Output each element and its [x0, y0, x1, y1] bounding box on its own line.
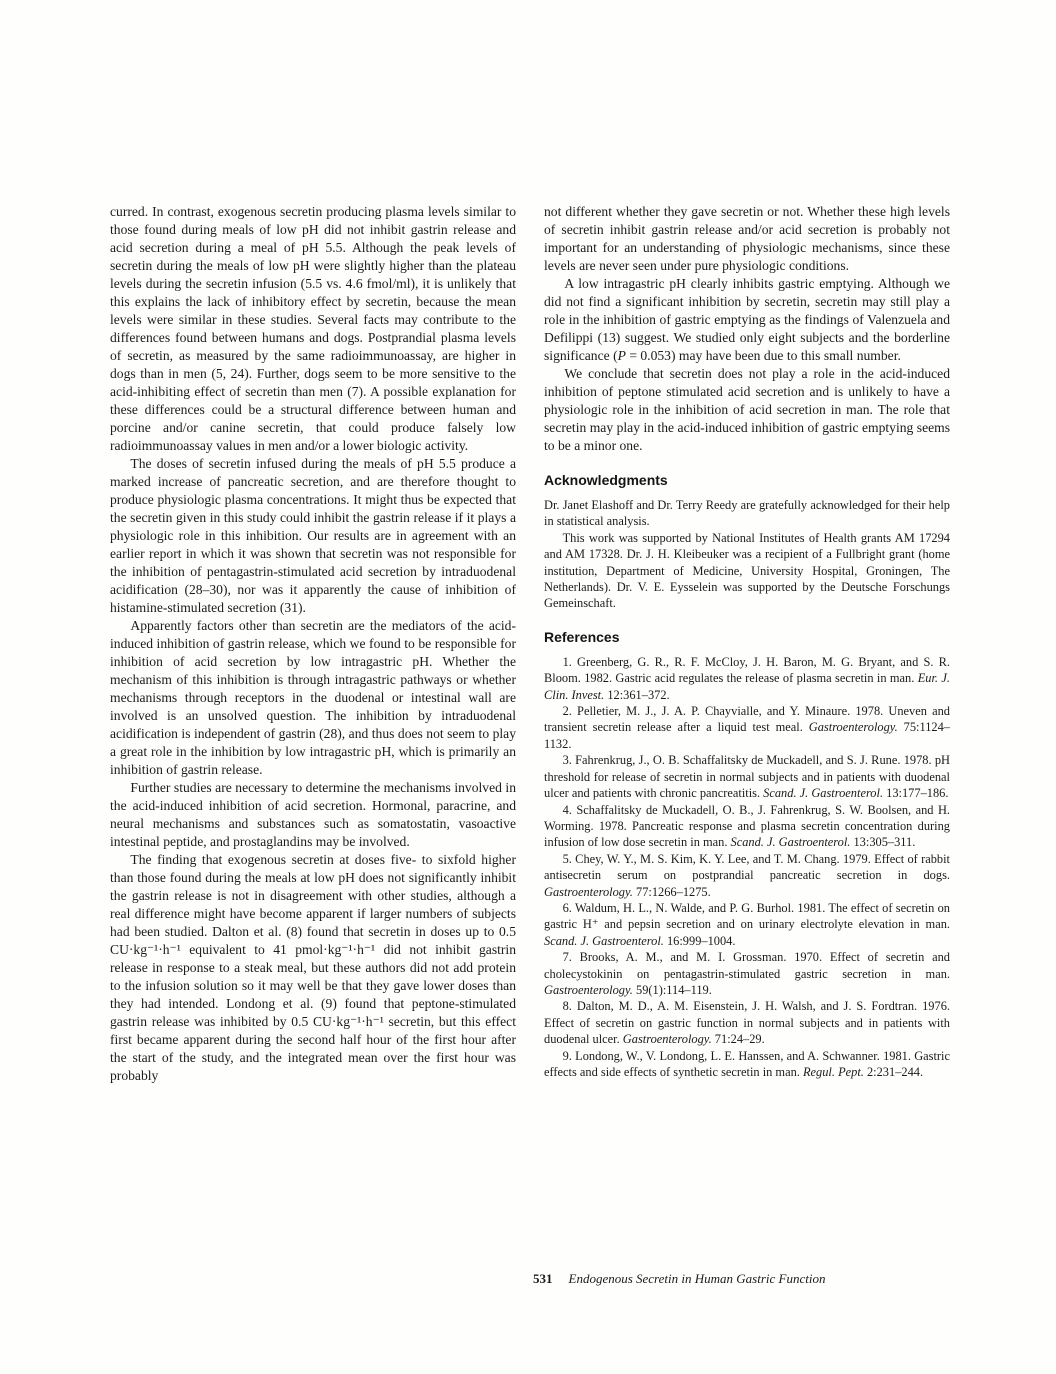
body-text: 13:177–186.	[883, 786, 949, 801]
running-title: Endogenous Secretin in Human Gastric Function	[568, 1271, 826, 1286]
italic-text: Scand. J. Gastroenterol.	[763, 786, 884, 801]
body-text: 16:999–1004.	[663, 933, 736, 948]
italic-text: Scand. J. Gastroenterol.	[544, 933, 664, 948]
reference-item	[544, 949, 950, 998]
body-text: 4. Schaffalitsky de Muckadell, O. B., J. Fahrenkrug, S. W. Boolsen, and H. Worming. 1978. Pancreatic response and plasma secretin concentration during infusion of low dose secretin in man.	[544, 802, 950, 850]
body-text: 12:361–372.	[604, 687, 670, 702]
paragraph	[110, 851, 516, 1085]
two-column-body	[110, 203, 950, 1085]
body-text: 7. Brooks, A. M., and M. I. Grossman. 1970. Effect of secretin and cholecystokinin on pentagastrin-stimulated gastric secretion in man.	[544, 950, 950, 981]
reference-item	[544, 654, 950, 703]
italic-text: Gastroenterology.	[544, 982, 633, 997]
body-text: 2. Pelletier, M. J., J. A. P. Chayvialle, and Y. Minaure. 1978. Uneven and transient secretin release after a liquid test meal.	[544, 704, 950, 735]
page-number: 531	[533, 1271, 553, 1286]
reference-item	[544, 1048, 950, 1081]
italic-text: Gastroenterology.	[544, 884, 633, 899]
body-text: 77:1266–1275.	[632, 884, 711, 899]
body-text: = 0.053) may have been due to this small number.	[625, 348, 901, 363]
paragraph	[544, 275, 950, 365]
reference-item	[544, 752, 950, 801]
paragraph	[544, 203, 950, 275]
body-text: 3. Fahrenkrug, J., O. B. Schaffalitsky de Muckadell, and S. J. Rune. 1978. pH threshold for release of secretin in normal subjects and in patients with duodenal ulcer and patients with chronic pancreatitis.	[544, 753, 950, 801]
paragraph	[110, 455, 516, 617]
paragraph	[110, 779, 516, 851]
section-heading: Acknowledgments	[544, 472, 668, 488]
body-text: 13:305–311.	[850, 835, 916, 850]
body-text: A low intragastric pH clearly inhibits gastric emptying. Although we did not find a significant inhibition by secretin, secretin may still play a role in the inhibition of gastric emptying as the findings of Valenzuela and Defilippi (13) suggest. We studied only eight subjects and the borderline significance (	[544, 276, 950, 363]
body-text: 5. Chey, W. Y., M. S. Kim, K. Y. Lee, and T. M. Chang. 1979. Effect of rabbit antisecretin serum on postprandial pancreatic secretion in dogs.	[544, 851, 950, 883]
italic-text: P	[617, 348, 626, 363]
acknowledgment-paragraph	[544, 497, 950, 530]
reference-item	[544, 851, 950, 900]
reference-item	[544, 998, 950, 1047]
paragraph	[544, 365, 950, 455]
body-text: Apparently factors other than secretin are the mediators of the acid-induced inhibition of gastrin release, which we found to be responsible for inhibition of acid secretion by low intragastric pH. Whether the mechanism of this inhibition is through intragastric pathways or whether mechanisms through receptors in the duodenal or intestinal wall are involved is an unsolved question. The inhibition by intraduodenal acidification is independent of gastrin (28), and thus does not seem to play a great role in the inhibition by low intragastric pH, which is primarily an inhibition of gastrin release.	[110, 618, 516, 777]
body-text: curred. In contrast, exogenous secretin producing plasma levels similar to those found during meals of low pH did not inhibit gastrin release and acid secretion during a meal of pH 5.5. Although the peak levels of secretin during the meals of low pH were slightly higher than the plateau levels during the secretin infusion (5.5 vs. 4.6 fmol/ml), it is unlikely that this explains the lack of inhibitory effect by secretin, because the mean levels were similar in these studies. Several facts may contribute to the differences found between humans and dogs. Postprandial plasma levels of secretin, as measured by the same radioimmunoassay, are higher in dogs than in men (5, 24). Further, dogs seem to be more sensitive to the acid-inhibiting effect of secretin than men (7). A possible explanation for these differences could be a structural difference between human and porcine and/or canine secretin, that could produce falsely low radioimmunoassay values in men and/or a lower biologic activity.	[110, 204, 516, 453]
reference-item	[544, 703, 950, 752]
body-text: 8. Dalton, M. D., A. M. Eisenstein, J. H. Walsh, and J. S. Fordtran. 1976. Effect of secretin on gastric function in normal subjects and in patients with duodenal ulcer.	[544, 999, 950, 1047]
italic-text: Gastroenterology.	[622, 1032, 712, 1047]
italic-text: Regul. Pept.	[802, 1065, 864, 1079]
italic-text: Eur. J. Clin. Invest.	[544, 671, 950, 702]
body-text: 71:24–29.	[711, 1032, 765, 1047]
reference-item	[544, 900, 950, 949]
right-column	[544, 203, 950, 1085]
page-footer	[533, 1271, 825, 1287]
body-text: This work was supported by National Institutes of Health grants AM 17294 and AM 17328. Dr. J. H. Kleibeuker was a recipient of a Fullbright grant (home institution, Department of Medicine, University Hospital, Groningen, The Netherlands). Dr. V. E. Eysselein was supported by the Deutsche Forschungs Gemeinschaft.	[544, 530, 950, 611]
body-text: We conclude that secretin does not play a role in the acid-induced inhibition of peptone stimulated acid secretion and is unlikely to have a physiologic role in the inhibition of acid secretion in man. The role that secretin may play in the acid-induced inhibition of gastric emptying seems to be a minor one.	[544, 366, 950, 453]
body-text: The doses of secretin infused during the meals of pH 5.5 produce a marked increase of pancreatic secretion, and are therefore thought to produce physiologic plasma concentrations. It might thus be expected that the secretin given in this study could inhibit the gastrin release if it plays a physiologic role in this inhibition. Our results are in agreement with an earlier report in which it was shown that secretin was not responsible for the inhibition of pentagastrin-stimulated acid secretion by intraduodenal acidification (28–30), nor was it apparently the cause of inhibition of histamine-stimulated secretion (31).	[110, 456, 516, 615]
body-text: Further studies are necessary to determine the mechanisms involved in the acid-induced inhibition of acid secretion. Hormonal, paracrine, and neural mechanisms and substances such as somatostatin, vasoactive intestinal peptide, and prostaglandins may be involved.	[110, 780, 516, 849]
reference-item	[544, 802, 950, 851]
italic-text: Gastroenterology.	[808, 720, 898, 735]
italic-text: Scand. J. Gastroenterol.	[730, 835, 851, 850]
body-text: 6. Waldum, H. L., N. Walde, and P. G. Burhol. 1981. The effect of secretin on gastric H⁺ and pepsin secretion and on urinary electrolyte elevation in man.	[544, 900, 950, 932]
paragraph	[110, 203, 516, 455]
paragraph	[110, 617, 516, 779]
body-text: 1. Greenberg, G. R., R. F. McCloy, J. H. Baron, M. G. Bryant, and S. R. Bloom. 1982. Gastric acid regulates the release of plasma secretin in man.	[544, 654, 950, 686]
body-text: The finding that exogenous secretin at doses five- to sixfold higher than those found during the meals at low pH does not significantly inhibit the gastrin release is not in disagreement with other studies, although a real difference might have become apparent if larger numbers of subjects had been studied. Dalton et al. (8) found that secretin in doses up to 0.5 CU·kg⁻¹·h⁻¹ equivalent to 41 pmol·kg⁻¹·h⁻¹ did not inhibit gastrin release in response to a steak meal, but these authors did not add protein to the infusion solution so it may well be that they gave lower doses than they had intended. Londong et al. (9) found that peptone-stimulated gastrin release was inhibited by 0.5 CU·kg⁻¹·h⁻¹ secretin, but this effect first became apparent during the second half hour of the first hour after the start of the study, and the integrated mean over the first hour was probably	[110, 852, 516, 1083]
body-text: 2:231–244.	[863, 1065, 924, 1079]
acknowledgment-paragraph	[544, 530, 950, 612]
body-text: 9. Londong, W., V. Londong, L. E. Hanssen, and A. Schwanner. 1981. Gastric effects and side effects of synthetic secretin in man.	[544, 1048, 950, 1079]
body-text: 75:1124–1132.	[544, 720, 950, 751]
section-heading: References	[544, 628, 620, 645]
body-text: 59(1):114–119.	[632, 982, 712, 997]
body-text: not different whether they gave secretin or not. Whether these high levels of secretin inhibit gastrin release and/or acid secretion is probably not important for an understanding of physiologic mechanisms, since these levels are never seen under pure physiologic conditions.	[544, 204, 950, 273]
left-column	[110, 203, 516, 1085]
body-text: Dr. Janet Elashoff and Dr. Terry Reedy are gratefully acknowledged for their help in statistical analysis.	[544, 498, 950, 529]
